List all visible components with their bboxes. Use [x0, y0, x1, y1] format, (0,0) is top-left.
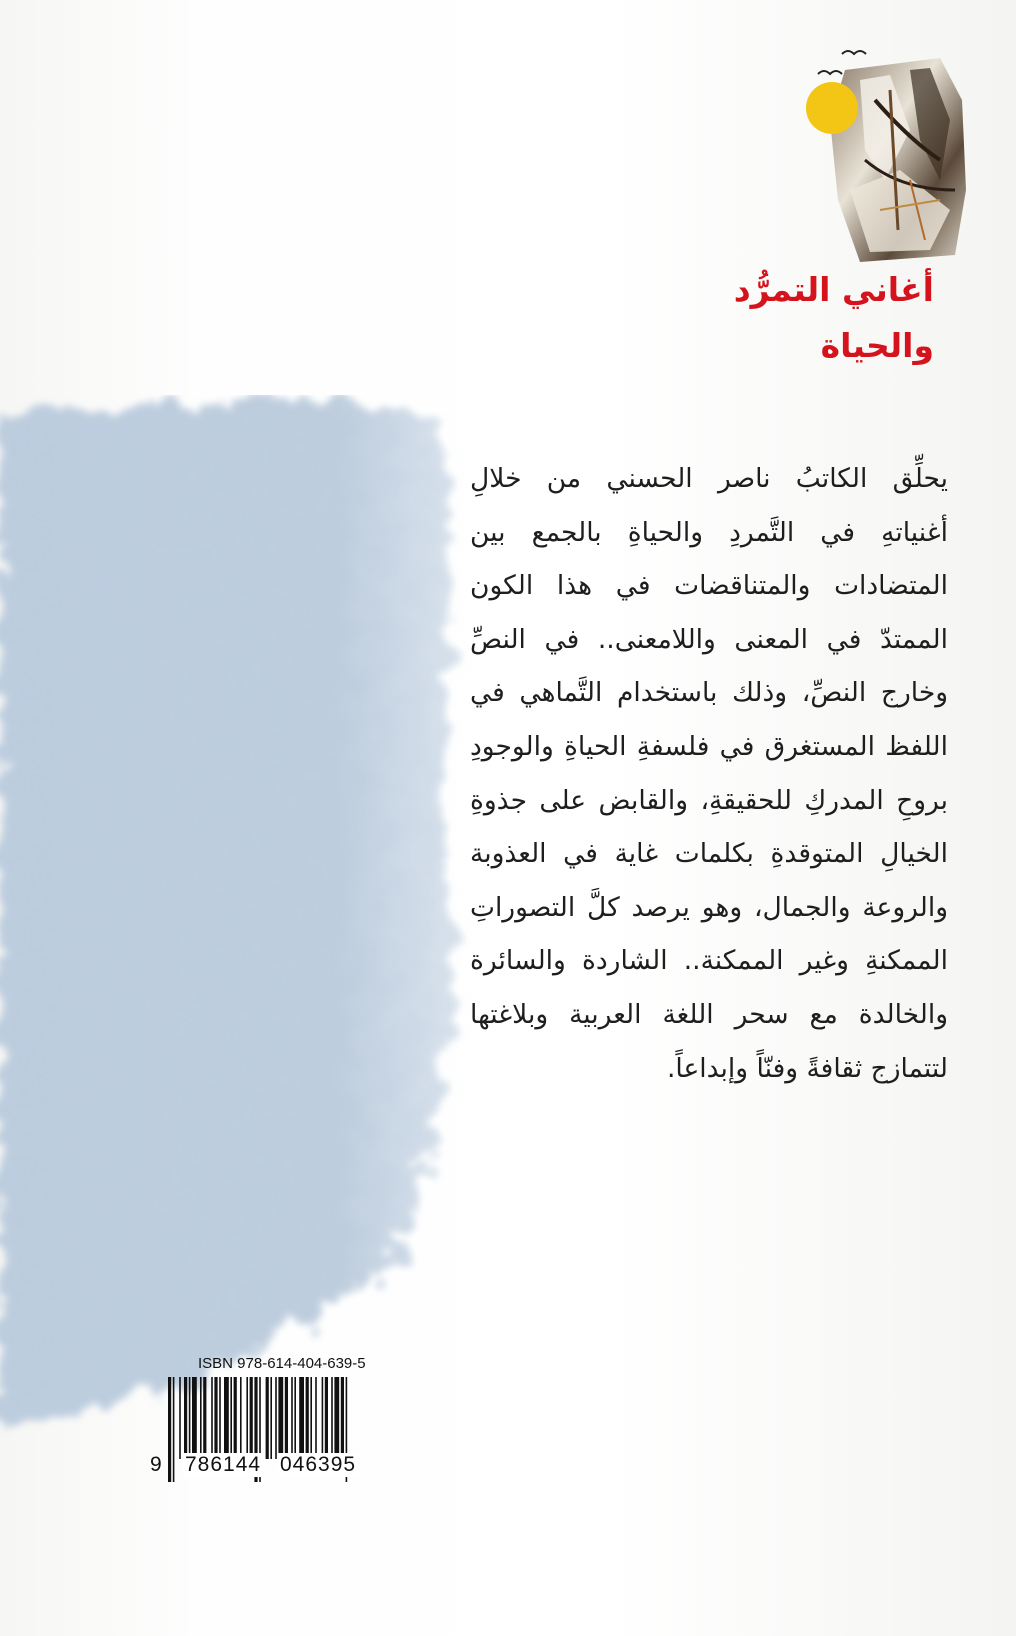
barcode-bar	[325, 1377, 328, 1459]
barcode-bar	[285, 1377, 288, 1459]
barcode-bar	[179, 1377, 181, 1459]
barcode-bar	[341, 1377, 344, 1459]
barcode-bar	[230, 1377, 232, 1459]
barcode-digit-first: 9	[150, 1453, 162, 1476]
barcode-bar	[310, 1377, 312, 1459]
barcode-bar	[250, 1377, 253, 1459]
barcode-bar	[275, 1377, 277, 1459]
blurb-line: الخيالِ المتوقدةِ بكلمات غاية في العذوبة	[470, 838, 948, 870]
blurb-line: وخارج النصِّ، وذلك باستخدام التَّماهي في	[470, 677, 948, 709]
barcode	[150, 1355, 400, 1495]
barcode-bar	[291, 1377, 293, 1459]
barcode-bar	[246, 1377, 248, 1459]
barcode-bar	[173, 1377, 175, 1482]
barcode-bar	[315, 1377, 317, 1459]
blurb-line: المتضادات والمتناقضات في هذا الكون	[470, 570, 948, 602]
blurb-line: أغنياتهِ في التَّمردِ والحياةِ بالجمع بين	[470, 516, 948, 548]
cover-thumbnail-image	[790, 40, 970, 270]
barcode-bar	[294, 1377, 296, 1459]
blurb-line: بروحِ المدركِ للحقيقةِ، والقابض على جذوةِ	[470, 784, 948, 816]
barcode-bar	[214, 1377, 217, 1459]
barcode-bar	[334, 1377, 339, 1459]
barcode-bar	[240, 1377, 242, 1459]
barcode-bar	[306, 1377, 309, 1459]
blurb-line: والخالدة مع سحر اللغة العربية وبلاغتها	[470, 998, 948, 1030]
blurb-text	[470, 452, 948, 1095]
blurb-line: الممكنةِ وغير الممكنة.. الشاردة والسائرة	[470, 945, 948, 977]
barcode-bar	[203, 1377, 206, 1459]
blurb-line: الممتدّ في المعنى واللامعنى.. في النصِّ	[470, 623, 948, 655]
barcode-bar	[266, 1377, 269, 1459]
barcode-bar	[299, 1377, 304, 1459]
barcode-bar	[200, 1377, 202, 1459]
barcode-bar	[322, 1377, 324, 1459]
barcode-digits-right: 046395	[280, 1453, 357, 1476]
blue-texture-panel	[0, 395, 470, 1435]
barcode-bar	[211, 1377, 213, 1459]
barcode-digits-left: 786144	[185, 1453, 262, 1476]
blurb-line: يحلِّق الكاتبُ ناصر الحسني من خلالِ	[470, 463, 948, 494]
barcode-bar	[219, 1377, 221, 1459]
blurb-line: لتتمازج ثقافةً وفنّاً وإبداعاً.	[666, 1052, 948, 1084]
isbn-label: ISBN 978-614-404-639-5	[198, 1355, 366, 1372]
barcode-bar	[224, 1377, 229, 1459]
barcode-bar	[184, 1377, 187, 1459]
barcode-bar	[270, 1377, 272, 1459]
barcode-bar	[168, 1377, 171, 1482]
barcode-bar	[189, 1377, 191, 1459]
barcode-bar	[331, 1377, 333, 1459]
barcode-bar	[278, 1377, 283, 1459]
blurb-line: اللفظ المستغرق في فلسفةِ الحياةِ والوجودِ	[470, 730, 948, 762]
book-title: أغاني التمرُّد والحياة	[733, 270, 934, 365]
blurb-line: والروعة والجمال، وهو يرصد كلَّ التصوراتِ	[470, 891, 948, 923]
barcode-bar	[234, 1377, 237, 1459]
barcode-bar	[192, 1377, 197, 1459]
